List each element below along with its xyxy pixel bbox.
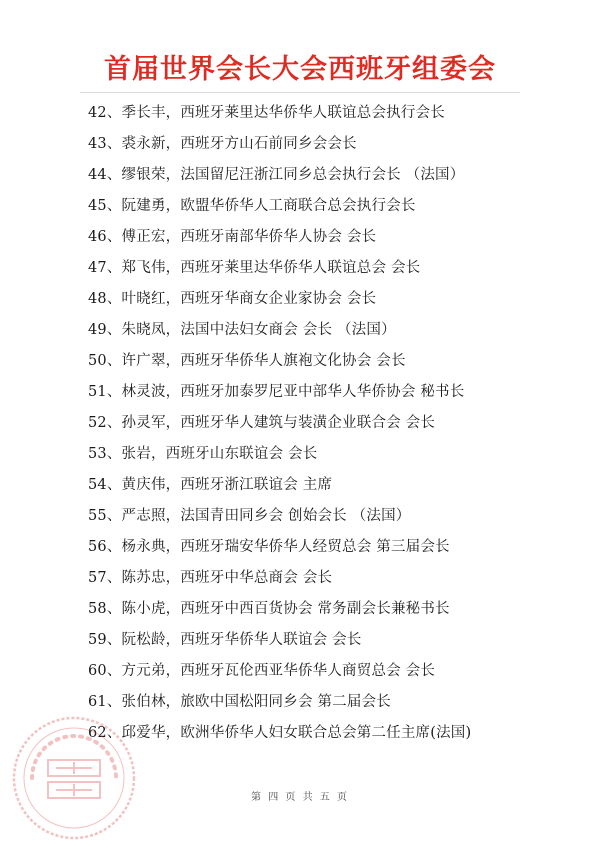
list-item: 45、阮建勇，欧盟华侨华人工商联合总会执行会长	[88, 198, 416, 214]
list-item: 50、许广翠，西班牙华侨华人旗袍文化协会 会长	[88, 353, 406, 369]
list-item: 58、陈小虎，西班牙中西百货协会 常务副会长兼秘书长	[88, 601, 450, 617]
title-divider	[80, 92, 520, 93]
list-item: 48、叶晓红，西班牙华商女企业家协会 会长	[88, 291, 377, 307]
list-item: 52、孙灵军，西班牙华人建筑与装潢企业联合会 会长	[88, 415, 436, 431]
list-item: 43、裘永新，西班牙方山石前同乡会会长	[88, 136, 357, 152]
document-title: 首届世界会长大会西班牙组委会	[104, 54, 496, 85]
list-item: 44、缪银荣，法国留尼汪浙江同乡总会执行会长 （法国）	[88, 167, 465, 183]
list-item: 57、陈苏忠，西班牙中华总商会 会长	[88, 570, 333, 586]
list-item: 42、季长丰，西班牙莱里达华侨华人联谊总会执行会长	[88, 105, 445, 121]
list-item: 62、邱爱华，欧洲华侨华人妇女联合总会第二任主席(法国)	[88, 725, 472, 741]
watermark-seal-icon	[8, 712, 140, 844]
list-item: 51、林灵波，西班牙加泰罗尼亚中部华人华侨协会 秘书长	[88, 384, 465, 400]
list-item: 59、阮松龄，西班牙华侨华人联谊会 会长	[88, 632, 362, 648]
list-item: 47、郑飞伟，西班牙莱里达华侨华人联谊总会 会长	[88, 260, 421, 276]
list-item: 60、方元弟，西班牙瓦伦西亚华侨华人商贸总会 会长	[88, 663, 436, 679]
list-item: 61、张伯林，旅欧中国松阳同乡会 第二届会长	[88, 694, 391, 710]
list-item: 55、严志照，法国青田同乡会 创始会长 （法国）	[88, 508, 411, 524]
page-footer: 第 四 页 共 五 页	[251, 792, 349, 803]
list-item: 46、傅正宏，西班牙南部华侨华人协会 会长	[88, 229, 377, 245]
member-list	[88, 98, 568, 749]
list-item: 56、杨永典，西班牙瑞安华侨华人经贸总会 第三届会长	[88, 539, 450, 555]
list-item: 49、朱晓凤，法国中法妇女商会 会长 （法国）	[88, 322, 396, 338]
list-item: 54、黄庆伟，西班牙浙江联谊会 主席	[88, 477, 333, 493]
list-item: 53、张岩，西班牙山东联谊会 会长	[88, 446, 318, 462]
